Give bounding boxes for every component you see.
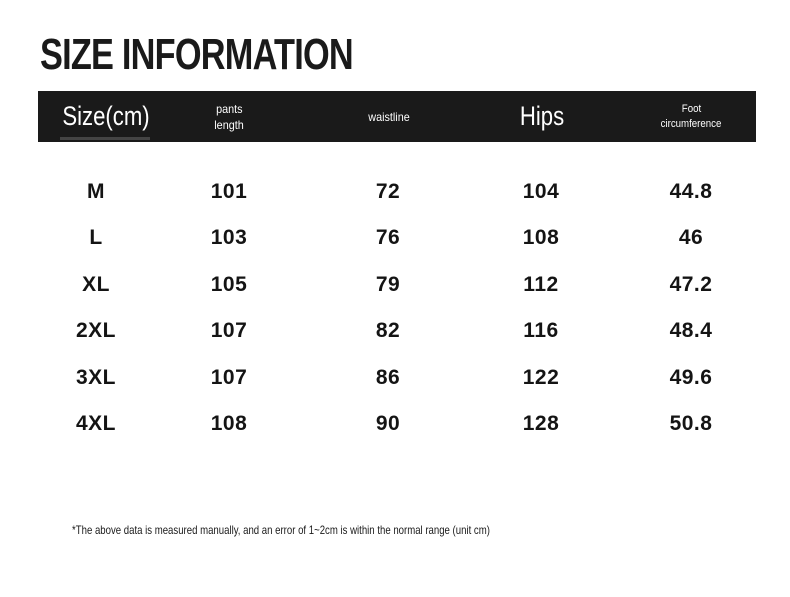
cell-waistline: 90 [375,412,401,435]
cell-pants-length: 107 [210,319,248,342]
table-row [0,177,790,207]
cell-size: 4XL [75,412,117,435]
cell-pants-length: 107 [210,366,248,389]
cell-waistline: 72 [375,180,401,203]
table-row [0,409,790,439]
cell-size: L [89,226,103,249]
header-size [53,91,160,142]
header-hips [515,91,569,142]
cell-size: XL [82,273,110,296]
table-row [0,223,790,253]
size-header-underline [60,137,150,140]
cell-size: 3XL [75,366,117,389]
cell-size: 2XL [75,319,117,342]
table-row [0,316,790,346]
header-pants-length-line-2: length [214,117,244,132]
cell-pants-length: 105 [210,273,248,296]
cell-hips: 116 [523,319,559,342]
header-foot-circumference [656,91,725,142]
cell-size: M [87,180,105,203]
header-pants-length [213,91,246,142]
cell-hips: 108 [522,226,560,249]
cell-waistline: 86 [375,366,401,389]
header-foot-line-2: circumference [660,117,722,130]
cell-pants-length: 101 [210,180,248,203]
cell-hips: 122 [522,366,560,389]
cell-pants-length: 103 [210,226,248,249]
table-row [0,270,790,300]
cell-waistline: 79 [375,273,401,296]
page-title: SIZE INFORMATION [40,30,353,79]
cell-foot: 47.2 [669,273,713,296]
header-pants-length-line-1: pants [215,101,243,116]
measurement-footnote: *The above data is measured manually, and an error of 1~2cm is within the normal range (unit cm) [72,523,490,537]
cell-hips: 128 [522,412,560,435]
header-hips-label: Hips [519,101,565,131]
cell-foot: 44.8 [669,180,713,203]
cell-foot: 50.8 [669,412,713,435]
cell-foot: 46 [678,226,704,249]
cell-foot: 49.6 [669,366,713,389]
header-waistline-label: waistline [368,109,410,124]
header-foot-line-1: Foot [681,102,701,115]
cell-foot: 48.4 [669,319,713,342]
cell-pants-length: 108 [210,412,248,435]
header-size-label: Size(cm) [62,101,150,131]
cell-waistline: 82 [375,319,401,342]
cell-waistline: 76 [375,226,401,249]
header-waistline [366,91,412,142]
table-header [38,91,756,142]
cell-hips: 104 [522,180,560,203]
cell-hips: 112 [523,273,559,296]
table-row [0,363,790,393]
